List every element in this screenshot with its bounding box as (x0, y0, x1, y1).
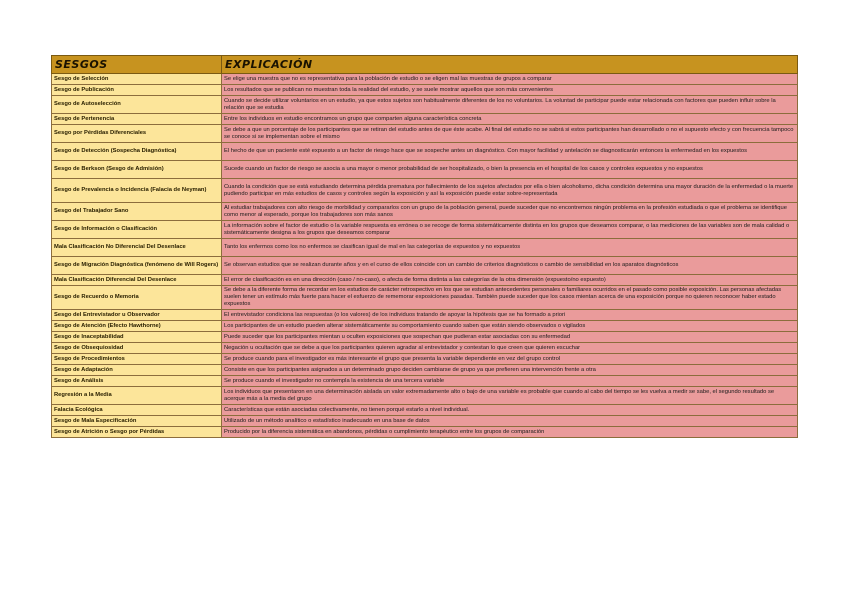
bias-explanation: Puede suceder que los participantes mientan u oculten exposiciones que sospechan que pudieran estar asociadas con su enfermedad (222, 332, 798, 343)
table-row (52, 387, 798, 405)
header-explicacion: EXPLICACIÓN (222, 56, 798, 74)
bias-explanation: Se produce cuando el investigador no contempla la existencia de una tercera variable (222, 376, 798, 387)
bias-explanation: Cuando se decide utilizar voluntarios en un estudio, ya que estos sujetos son habitualmente diferentes de los no voluntarios. La voluntad de participar puede estar relacionada con factores que pueden influir sobre la relación que se estudia (222, 96, 798, 114)
bias-explanation: Consiste en que los participantes asignados a un determinado grupo deciden cambiarse de grupo ya que prefieren una intervención frente a otra (222, 365, 798, 376)
table-row (52, 376, 798, 387)
bias-explanation: Se debe a que un porcentaje de los participantes que se retiran del estudio antes de que éste acabe. Al final del estudio no se sabrá si estos participantes han desarrollado o no el supuesto efecto y con frecuencia tampoco se conoce si se implementan sobre el mismo (222, 125, 798, 143)
table-row (52, 275, 798, 286)
bias-explanation: Entre los individuos en estudio encontramos un grupo que comparten alguna característica concreta (222, 114, 798, 125)
table-row (52, 332, 798, 343)
bias-term: Sesgo de Selección (52, 74, 222, 85)
bias-term: Sesgo de Recuerdo o Memoria (52, 286, 222, 310)
bias-term: Sesgo de Detección (Sospecha Diagnóstica) (52, 143, 222, 161)
bias-explanation: El error de clasificación es en una dirección (caso / no-caso), o afecta de forma distinta a las categorías de la otra dimensión (expuesto/no expuesto) (222, 275, 798, 286)
table-row (52, 321, 798, 332)
header-sesgos: SESGOS (52, 56, 222, 74)
bias-term: Sesgo del Trabajador Sano (52, 203, 222, 221)
bias-term: Sesgo de Procedimientos (52, 354, 222, 365)
bias-explanation: Al estudiar trabajadores con alto riesgo de morbilidad y compararlos con un grupo de la población general, puede suceder que no encontremos ningún problema en la profesión estudiada o que el problema se identifique como menor al esperado, porque los trabajadores son más sanos (222, 203, 798, 221)
bias-table (51, 55, 798, 438)
bias-term: Sesgo de Autoselección (52, 96, 222, 114)
bias-term: Sesgo de Obsequiosidad (52, 343, 222, 354)
table-row (52, 114, 798, 125)
bias-term: Sesgo de Atrición o Sesgo por Pérdidas (52, 427, 222, 438)
table-row (52, 310, 798, 321)
bias-term: Sesgo de Mala Especificación (52, 416, 222, 427)
bias-explanation: El hecho de que un paciente esté expuesto a un factor de riesgo hace que se sospeche antes un diagnóstico. Con mayor facilidad y antelación se diagnosticarán entonces la enfermedad en los expuestos (222, 143, 798, 161)
bias-term: Sesgo de Adaptación (52, 365, 222, 376)
bias-explanation: La información sobre el factor de estudio o la variable respuesta es errónea o se recoge de forma sistemáticamente distinta en los grupos que deseamos comparar, o las mediciones de las variables son de mala calidad o sistemáticamente designa a los grupos que deseamos comparar (222, 221, 798, 239)
table-row (52, 343, 798, 354)
bias-explanation: Cuando la condición que se está estudiando determina pérdida prematura por fallecimiento de los sujetos afectados por ella o bien alcoholismo, dicha condición determina una mayor duración de la enfermedad o la muerte pudiendo participar en más estudios de casos y controles según la exposición y así la exposición puede estar sobre-representada (222, 179, 798, 203)
bias-explanation: Tanto los enfermos como los no enfermos se clasifican igual de mal en las categorías de expuestos y no expuestos (222, 239, 798, 257)
bias-term: Sesgo de Análisis (52, 376, 222, 387)
table-row (52, 143, 798, 161)
bias-table-sheet (51, 55, 797, 438)
bias-explanation: Los resultados que se publican no muestran toda la realidad del estudio, y se suele mostrar aquellos que son más convenientes (222, 85, 798, 96)
table-row (52, 96, 798, 114)
table-row (52, 221, 798, 239)
table-row (52, 286, 798, 310)
bias-explanation: Se produce cuando para el investigador es más interesante el grupo que presenta la variable dependiente en vez del grupo control (222, 354, 798, 365)
table-row (52, 161, 798, 179)
table-row (52, 239, 798, 257)
bias-term: Sesgo de Información o Clasificación (52, 221, 222, 239)
table-row (52, 125, 798, 143)
table-row (52, 365, 798, 376)
table-row (52, 416, 798, 427)
bias-term: Sesgo por Pérdidas Diferenciales (52, 125, 222, 143)
bias-term: Sesgo de Pertenencia (52, 114, 222, 125)
table-header-row (52, 56, 798, 74)
bias-explanation: Los participantes de un estudio pueden alterar sistemáticamente su comportamiento cuando saben que están siendo observados o vigilados (222, 321, 798, 332)
bias-explanation: Características que están asociadas colectivamente, no tienen porqué estarlo a nivel individual. (222, 405, 798, 416)
table-row (52, 427, 798, 438)
bias-term: Mala Clasificación Diferencial Del Desenlace (52, 275, 222, 286)
table-row (52, 405, 798, 416)
bias-term: Regresión a la Media (52, 387, 222, 405)
bias-explanation: El entrevistador condiciona las respuestas (o los valores) de los individuos tratando de apoyar la hipótesis que se ha formado a priori (222, 310, 798, 321)
table-row (52, 179, 798, 203)
table-row (52, 203, 798, 221)
bias-explanation: Se debe a la diferente forma de recordar en los estudios de carácter retrospectivo en los que se estudian antecedentes personales o familiares ocurridos en el pasado como posible exposición. Las personas afectadas suelen tener un estímulo más fuerte para hacer el esfuerzo de rememorar exposiciones pasadas. También puede suceder que los casos mientan acerca de una exposición porque no quieren reconocer haber estado expuestos (222, 286, 798, 310)
bias-explanation: Los individuos que presentaron en una determinación aislada un valor extremadamente alto o bajo de una variable es probable que cuando al cabo del tiempo se les vuelva a medir se sabe, el segundo resultado se acerque más a la media del grupo (222, 387, 798, 405)
bias-explanation: Utilizado de un método analítico o estadístico inadecuado en una base de datos (222, 416, 798, 427)
table-row (52, 85, 798, 96)
bias-explanation: Negación u ocultación que se debe a que los participantes quieren agradar al entrevistador y contestan lo que creen que quieren escuchar (222, 343, 798, 354)
bias-term: Sesgo del Entrevistador u Observador (52, 310, 222, 321)
bias-term: Sesgo de Publicación (52, 85, 222, 96)
table-row (52, 74, 798, 85)
bias-term: Sesgo de Prevalencia o Incidencia (Falacia de Neyman) (52, 179, 222, 203)
bias-explanation: Se elige una muestra que no es representativa para la población de estudio o se eligen mal las muestras de grupos a comparar (222, 74, 798, 85)
table-row (52, 257, 798, 275)
bias-explanation: Sucede cuando un factor de riesgo se asocia a una mayor o menor probabilidad de ser hospitalizado, o bien la presencia en el hospital de los casos y controles expuestos y no expuestos (222, 161, 798, 179)
bias-explanation: Se observan estudios que se realizan durante años y en el curso de ellos coincide con un cambio de criterios diagnósticos o cambio de sensibilidad en los aparatos diagnósticos (222, 257, 798, 275)
bias-term: Mala Clasificación No Diferencial Del Desenlace (52, 239, 222, 257)
bias-term: Sesgo de Atención (Efecto Hawthorne) (52, 321, 222, 332)
bias-term: Sesgo de Berkson (Sesgo de Admisión) (52, 161, 222, 179)
bias-term: Sesgo de Inaceptabilidad (52, 332, 222, 343)
bias-term: Sesgo de Migración Diagnóstica (fenómeno de Will Rogers) (52, 257, 222, 275)
bias-term: Falacia Ecológica (52, 405, 222, 416)
table-row (52, 354, 798, 365)
bias-explanation: Producido por la diferencia sistemática en abandonos, pérdidas o cumplimiento terapéutico entre los grupos de comparación (222, 427, 798, 438)
